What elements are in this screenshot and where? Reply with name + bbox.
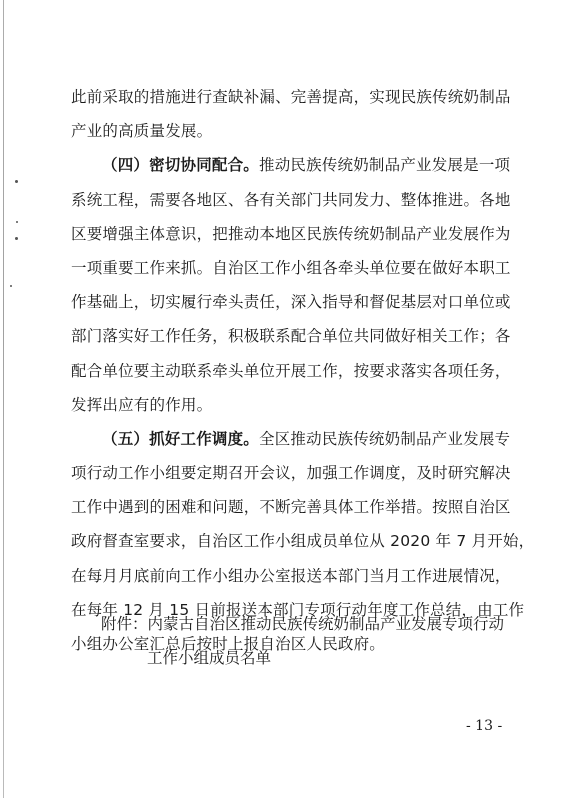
scan-speck [16,221,18,223]
body-line: 在每月月底前向工作小组办公室报送本部门当月工作进展情况， [71,566,511,585]
document-body [71,80,535,661]
body-line: 作基础上，切实履行牵头责任，深入指导和督促基层对口单位或 [71,293,511,312]
body-text-run: 推动民族传统奶制品产业发展是一项 [259,156,511,175]
section-five-first-line [71,422,511,456]
body-line: 一项重要工作来抓。自治区工作小组各牵头单位要在做好本职工 [71,258,511,277]
body-text-run: 全区推动民族传统奶制品产业发展专 [259,429,511,448]
body-line: 系统工程，需要各地区、各有关部门共同发力、整体推进。各地 [71,190,511,209]
attachment-title: 内蒙古自治区推动民族传统奶制品产业发展专项行动 [147,615,505,633]
scan-edge-line [3,0,4,798]
body-line: 发挥出应有的作用。 [71,395,213,414]
body-line: 配合单位要主动联系牵头单位开展工作，按要求落实各项任务， [71,361,511,380]
body-line: 区要增强主体意识，把推动本地区民族传统奶制品产业发展作为 [71,224,511,243]
body-line: 产业的高质量发展。 [71,122,213,141]
body-line: 部门落实好工作任务，积极联系配合单位共同做好相关工作；各 [71,327,511,346]
body-line: 政府督查室要求，自治区工作小组成员单位从 2020 年 7 月开始， [71,532,535,551]
body-line: 在每年 12 月 15 日前报送本部门专项行动年度工作总结，由工作 [71,600,525,619]
body-line: 项行动工作小组要定期召开会议，加强工作调度，及时研究解决 [71,464,511,483]
section-heading-four: （四）密切协同配合。 [102,156,260,175]
body-line: 小组办公室汇总后按时上报自治区人民政府。 [71,635,386,653]
scan-speck [15,237,18,240]
scan-speck [10,285,12,287]
attachment-first-line [101,606,521,640]
attachment-title-continued: 工作小组成员名单 [147,649,272,668]
page-number: - 13 - [466,718,503,734]
body-line: 此前采取的措施进行查缺补漏、完善提高，实现民族传统奶制品 [71,88,511,106]
scan-speck [15,180,18,183]
section-heading-five: （五）抓好工作调度。 [102,429,260,448]
attachment-note [101,606,521,674]
body-line: 工作中遇到的困难和问题，不断完善具体工作举措。按照自治区 [71,498,511,517]
section-four-first-line [71,148,511,182]
attachment-label: 附件： [101,615,148,633]
